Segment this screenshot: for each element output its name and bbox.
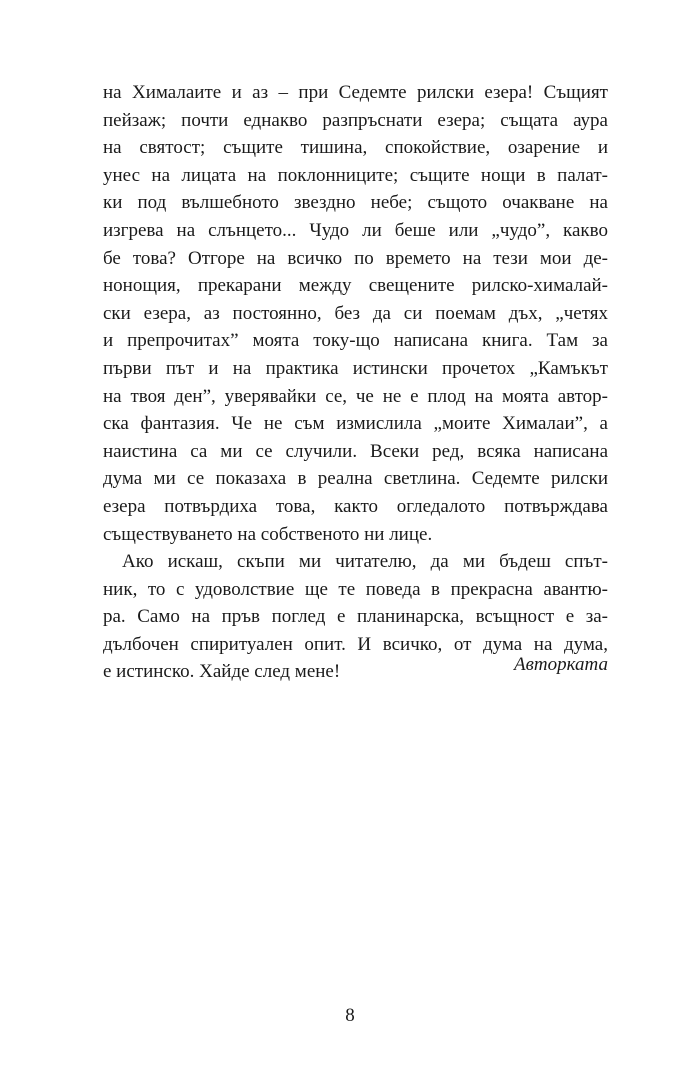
text-line: Ако искаш, скъпи ми читателю, да ми бъдеш спът- [122, 551, 608, 573]
text-line: е истинско. Хайде след мене! [103, 661, 341, 683]
text-line: съществуването на собственото ни лице. [103, 523, 433, 545]
text-line: наистина са ми се случили. Всеки ред, всяка написана [103, 440, 608, 462]
text-line: бе това? Отгоре на всичко по времето на тези мои де- [103, 247, 608, 269]
paragraph [103, 79, 608, 548]
page-number: 8 [345, 1005, 355, 1026]
text-line: на святост; същите тишина, спокойствие, озарение и [103, 137, 608, 159]
text-line: ска фантазия. Че не съм измислила „моите Хималаи”, а [103, 413, 608, 435]
author-signature: Авторката [514, 654, 608, 675]
body-text [103, 79, 608, 686]
text-line: и препрочитах” моята току-що написана книга. Там за [103, 330, 608, 352]
text-line: първи път и на практика истински прочетох „Камъкът [103, 357, 608, 379]
text-line: ски езера, аз постоянно, без да си поемам дъх, „четях [103, 302, 608, 324]
text-line: на твоя ден”, уверявайки се, че не е плод на моята автор- [103, 385, 608, 407]
text-line: езера потвърдиха това, както огледалото потвърждава [103, 495, 608, 517]
text-line: пейзаж; почти еднакво разпръснати езера; същата аура [103, 109, 608, 131]
text-line: ник, то с удоволствие ще те поведа в прекрасна авантю- [103, 578, 608, 600]
text-line: изгрева на слънцето... Чудо ли беше или „чудо”, какво [103, 219, 608, 241]
text-line: ки под вълшебното звездно небе; същото очакване на [103, 192, 608, 214]
text-line: дълбочен спиритуален опит. И всичко, от дума на дума, [103, 633, 608, 655]
text-line: на Хималаите и аз – при Седемте рилски езера! Същият [103, 82, 608, 103]
text-line: дума ми се показаха в реална светлина. Седемте рилски [103, 468, 608, 490]
text-line: унес на лицата на поклонниците; същите нощи в палат- [103, 164, 608, 186]
text-line: ра. Само на пръв поглед е планинарска, всъщност е за- [103, 606, 608, 628]
text-line: нонощия, прекарани между свещените рилско-хималай- [103, 275, 608, 297]
